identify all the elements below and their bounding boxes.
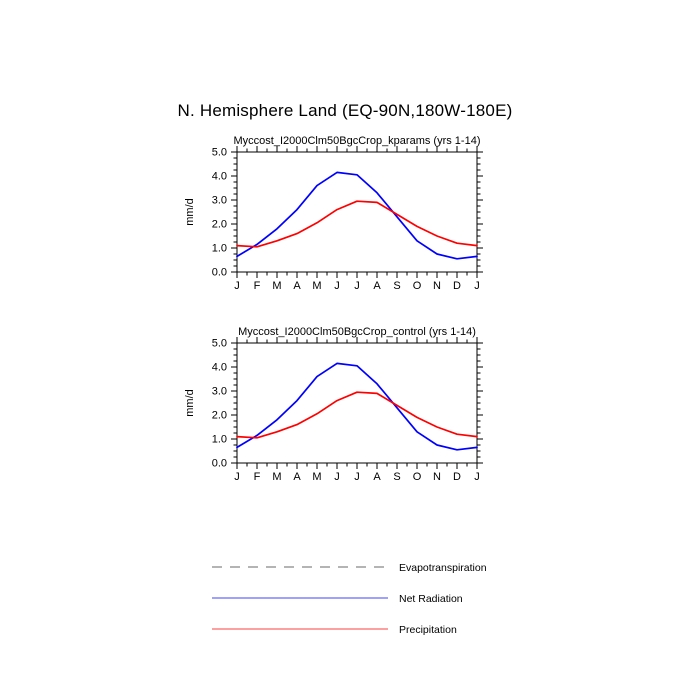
x-tick-label: M <box>272 280 282 292</box>
x-tick-label: S <box>393 471 401 483</box>
y-tick-label: 3.0 <box>211 385 227 398</box>
y-tick-label: 3.0 <box>211 194 227 207</box>
x-tick-label: N <box>433 471 441 483</box>
x-tick-label: N <box>433 280 441 292</box>
y-tick-label: 0.0 <box>211 266 227 279</box>
chart-kparams <box>170 130 510 305</box>
plot-area <box>212 146 483 292</box>
x-tick-label: M <box>312 280 322 292</box>
x-tick-label: O <box>412 471 422 483</box>
plot-frame <box>237 343 477 463</box>
legend-label-precipitation: Precipitation <box>399 624 457 636</box>
x-tick-label: J <box>334 471 340 483</box>
x-tick-label: S <box>393 280 401 292</box>
chart-kparams-title: Myccost_I2000Clm50BgcCrop_kparams (yrs 1-14) <box>233 135 481 147</box>
legend-label-evapotranspiration: Evapotranspiration <box>399 562 487 574</box>
y-tick-label: 1.0 <box>211 433 227 446</box>
page-title: N. Hemisphere Land (EQ-90N,180W-180E) <box>177 101 513 120</box>
x-tick-label: O <box>412 280 422 292</box>
y-tick-label: 2.0 <box>211 409 227 422</box>
y-axis-label: mm/d <box>184 198 196 226</box>
x-tick-label: M <box>312 471 322 483</box>
x-tick-label: A <box>293 471 301 483</box>
chart-control <box>170 321 510 496</box>
x-tick-label: J <box>334 280 340 292</box>
chart-control-title: Myccost_I2000Clm50BgcCrop_control (yrs 1-14) <box>238 326 476 338</box>
y-tick-label: 5.0 <box>211 146 227 159</box>
plot-area <box>212 337 483 483</box>
x-tick-label: D <box>453 280 461 292</box>
y-tick-label: 4.0 <box>211 170 227 183</box>
net-radiation-line <box>237 363 477 449</box>
net-radiation-line <box>237 172 477 258</box>
x-tick-label: D <box>453 471 461 483</box>
x-tick-label: A <box>293 280 301 292</box>
legend-label-net-radiation: Net Radiation <box>399 593 463 605</box>
x-tick-label: J <box>354 471 360 483</box>
legend <box>170 545 540 645</box>
x-tick-label: J <box>474 280 480 292</box>
x-tick-label: J <box>474 471 480 483</box>
precipitation-line <box>237 201 477 247</box>
x-tick-label: F <box>253 471 261 483</box>
y-tick-label: 2.0 <box>211 218 227 231</box>
y-tick-label: 4.0 <box>211 361 227 374</box>
x-tick-label: F <box>253 280 261 292</box>
x-tick-label: A <box>373 471 381 483</box>
plot-frame <box>237 152 477 272</box>
precipitation-line <box>237 392 477 438</box>
x-tick-label: J <box>234 280 240 292</box>
y-tick-label: 0.0 <box>211 457 227 470</box>
x-tick-label: J <box>234 471 240 483</box>
x-tick-label: M <box>272 471 282 483</box>
y-tick-label: 5.0 <box>211 337 227 350</box>
y-tick-label: 1.0 <box>211 242 227 255</box>
y-axis-label: mm/d <box>184 389 196 417</box>
x-tick-label: J <box>354 280 360 292</box>
x-tick-label: A <box>373 280 381 292</box>
